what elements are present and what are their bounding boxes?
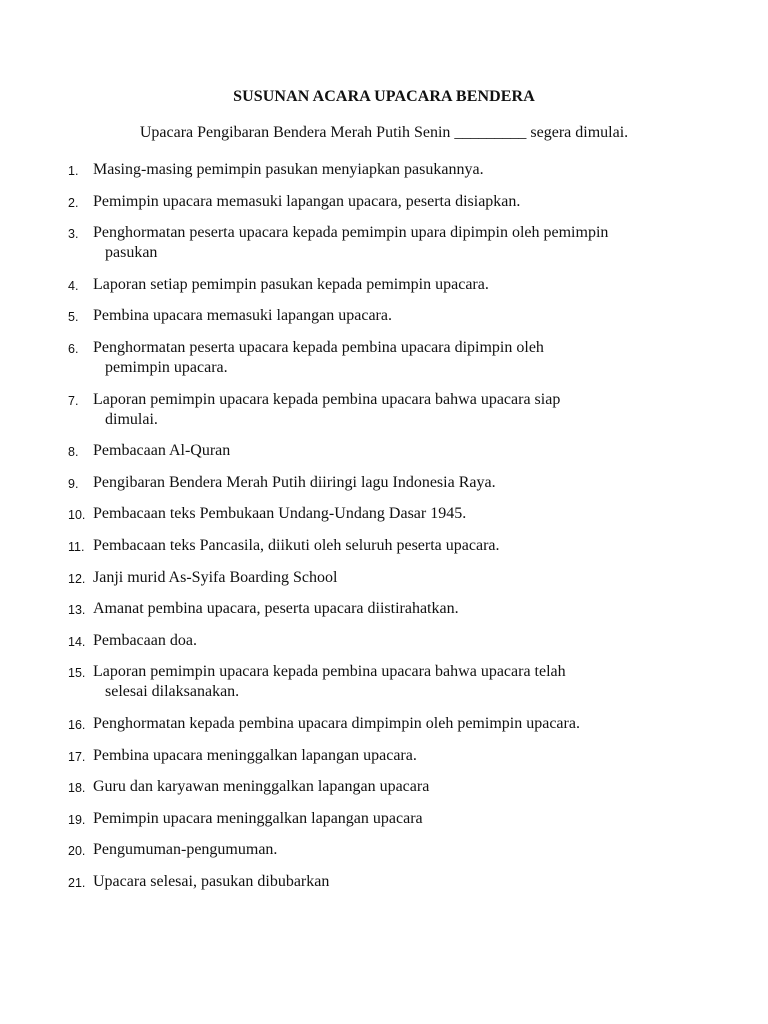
item-text-continuation: selesai dilaksanakan.: [105, 683, 240, 701]
item-number: 15.: [68, 666, 86, 681]
agenda-item: [0, 306, 768, 326]
agenda-list: [0, 160, 768, 903]
item-text: Laporan pemimpin upacara kepada pembina upacara bahwa upacara telah: [93, 663, 566, 681]
agenda-item: [0, 599, 768, 619]
item-text: Pemimpin upacara memasuki lapangan upacara, peserta disiapkan.: [93, 192, 521, 210]
agenda-item: [0, 275, 768, 295]
item-number: 6.: [68, 341, 79, 356]
item-text: Pembacaan doa.: [93, 631, 197, 649]
item-text: Pengibaran Bendera Merah Putih diiringi lagu Indonesia Raya.: [93, 473, 496, 491]
item-text: Guru dan karyawan meninggalkan lapangan upacara: [93, 778, 430, 796]
item-number: 18.: [68, 781, 86, 796]
agenda-item: [0, 192, 768, 212]
agenda-item: [0, 504, 768, 524]
item-number: 17.: [68, 749, 86, 764]
item-text-continuation: pemimpin upacara.: [105, 358, 228, 376]
item-number: 3.: [68, 227, 79, 242]
item-number: 2.: [68, 195, 79, 210]
item-number: 21.: [68, 875, 86, 890]
item-text: Pembacaan Al-Quran: [93, 442, 231, 460]
agenda-item: [0, 473, 768, 493]
item-number: 5.: [68, 310, 79, 325]
agenda-item: [0, 390, 768, 430]
item-number: 9.: [68, 476, 79, 491]
agenda-item: [0, 160, 768, 180]
item-number: 19.: [68, 812, 86, 827]
agenda-item: [0, 777, 768, 797]
item-text: Upacara selesai, pasukan dibubarkan: [93, 872, 330, 890]
item-number: 11.: [68, 539, 85, 554]
item-text: Pemimpin upacara meninggalkan lapangan upacara: [93, 809, 423, 827]
item-text-continuation: dimulai.: [105, 410, 158, 428]
agenda-item: [0, 441, 768, 461]
item-text: Laporan pemimpin upacara kepada pembina upacara bahwa upacara siap: [93, 390, 561, 408]
item-number: 14.: [68, 634, 86, 649]
agenda-item: [0, 746, 768, 766]
item-text: Masing-masing pemimpin pasukan menyiapkan pasukannya.: [93, 161, 484, 178]
agenda-item: [0, 714, 768, 734]
item-number: 16.: [68, 717, 86, 732]
item-text: Laporan setiap pemimpin pasukan kepada pemimpin upacara.: [93, 275, 489, 293]
item-text: Penghormatan peserta upacara kepada pemimpin upara dipimpin oleh pemimpin: [93, 224, 609, 242]
document-subtitle: Upacara Pengibaran Bendera Merah Putih Senin _________ segera dimulai.: [139, 124, 629, 141]
agenda-item: [0, 872, 768, 892]
item-number: 7.: [68, 393, 79, 408]
agenda-item: [0, 662, 768, 702]
document-title: SUSUNAN ACARA UPACARA BENDERA: [233, 88, 535, 105]
agenda-item: [0, 568, 768, 588]
agenda-item: [0, 223, 768, 263]
agenda-item: [0, 809, 768, 829]
item-text: Pembina upacara meninggalkan lapangan upacara.: [93, 746, 417, 764]
item-text: Janji murid As-Syifa Boarding School: [93, 568, 338, 586]
item-text: Pembacaan teks Pancasila, diikuti oleh seluruh peserta upacara.: [93, 536, 500, 554]
item-text-continuation: pasukan: [105, 244, 158, 262]
item-number: 12.: [68, 571, 86, 586]
item-text: Pembina upacara memasuki lapangan upacara.: [93, 307, 392, 325]
agenda-item: [0, 840, 768, 860]
item-text: Penghormatan peserta upacara kepada pembina upacara dipimpin oleh: [93, 338, 544, 356]
item-text: Amanat pembina upacara, peserta upacara diistirahatkan.: [93, 600, 459, 618]
item-number: 13.: [68, 603, 86, 618]
item-text: Pengumuman-pengumuman.: [93, 841, 278, 859]
item-text: Penghormatan kepada pembina upacara dimpimpin oleh pemimpin upacara.: [93, 714, 580, 732]
item-number: 1.: [68, 164, 79, 178]
item-number: 20.: [68, 844, 86, 859]
item-number: 10.: [68, 508, 86, 523]
item-number: 8.: [68, 445, 79, 460]
agenda-item: [0, 338, 768, 378]
agenda-item: [0, 631, 768, 651]
item-text: Pembacaan teks Pembukaan Undang-Undang Dasar 1945.: [93, 505, 467, 523]
agenda-item: [0, 536, 768, 556]
item-number: 4.: [68, 278, 79, 293]
